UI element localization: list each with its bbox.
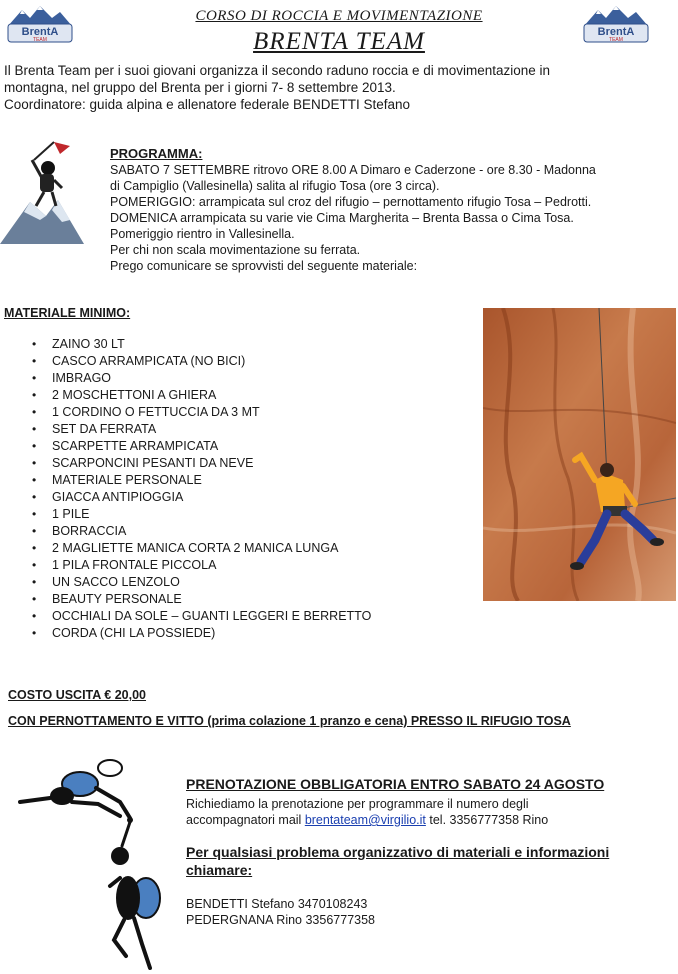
programma-line: di Campiglio (Vallesinella) salita al rifugio Tosa (ore 3 circa). bbox=[110, 179, 440, 193]
programma-heading: PROGRAMMA: bbox=[110, 146, 203, 161]
list-item: • CORDA (CHI LA POSSIEDE) bbox=[32, 625, 371, 642]
programma-line: SABATO 7 SETTEMBRE ritrovo ORE 8.00 A Dimaro e Caderzone - ore 8.30 - Madonna bbox=[110, 163, 596, 177]
programma-line: POMERIGGIO: arrampicata sul croz del rifugio – pernottamento rifugio Tosa – Pedrotti. bbox=[110, 195, 592, 209]
list-item: • IMBRAGO bbox=[32, 370, 371, 387]
logo-text: BrentA bbox=[21, 26, 59, 38]
list-item: • MATERIALE PERSONALE bbox=[32, 472, 371, 489]
mountain-climber-illustration bbox=[0, 140, 86, 248]
programma-section bbox=[110, 146, 670, 274]
logo-sub: TEAM bbox=[609, 37, 623, 43]
pernottamento-info: CON PERNOTTAMENTO E VITTO (prima colazione 1 pranzo e cena) PRESSO IL RIFUGIO TOSA bbox=[8, 714, 571, 728]
costo-uscita: COSTO USCITA € 20,00 bbox=[8, 688, 147, 702]
list-item: • SET DA FERRATA bbox=[32, 421, 371, 438]
course-subtitle: CORSO DI ROCCIA E MOVIMENTAZIONE bbox=[195, 8, 483, 24]
list-item: • ZAINO 30 LT bbox=[32, 336, 371, 353]
logo-text: BrentA bbox=[597, 26, 635, 38]
list-item: • BORRACCIA bbox=[32, 523, 371, 540]
materiale-heading: MATERIALE MINIMO: bbox=[4, 306, 131, 320]
list-item: • CASCO ARRAMPICATA (NO BICI) bbox=[32, 353, 371, 370]
list-item: • SCARPETTE ARRAMPICATA bbox=[32, 438, 371, 455]
list-item: • 2 MAGLIETTE MANICA CORTA 2 MANICA LUNGA bbox=[32, 540, 371, 557]
rock-climbing-photo bbox=[483, 308, 676, 601]
contact-list bbox=[186, 896, 375, 928]
list-item: • 1 PILE bbox=[32, 506, 371, 523]
programma-line: DOMENICA arrampicata su varie vie Cima Margherita – Brenta Bassa o Cima Tosa. bbox=[110, 211, 574, 225]
list-item: • 1 PILA FRONTALE PICCOLA bbox=[32, 557, 371, 574]
programma-line: Per chi non scala movimentazione su ferrata. bbox=[110, 243, 361, 257]
contact-item: PEDERGNANA Rino 3356777358 bbox=[186, 913, 376, 927]
materiale-list bbox=[32, 336, 371, 642]
prenotazione-body: Richiediamo la prenotazione per programmare il numero degli accompagnatori mail brentateam@virgilio.it tel. 3356777358 Rino bbox=[186, 797, 549, 827]
list-item: • BEAUTY PERSONALE bbox=[32, 591, 371, 608]
programma-line: Pomeriggio rientro in Vallesinella. bbox=[110, 227, 295, 241]
contact-item: BENDETTI Stefano 3470108243 bbox=[186, 897, 368, 911]
climbers-illustration bbox=[10, 758, 170, 970]
intro-paragraph: Il Brenta Team per i suoi giovani organizza il secondo raduno roccia e di movimentazione in montagna, nel gruppo del Brenta per i giorni 7- 8 settembre 2013. Coordinatore: guida alpina e allenatore federale BENDETTI Stefano bbox=[4, 63, 551, 112]
prenotazione-heading: PRENOTAZIONE OBBLIGATORIA ENTRO SABATO 24 AGOSTO bbox=[186, 776, 605, 792]
programma-line: Prego comunicare se sprovvisti del seguente materiale: bbox=[110, 259, 418, 273]
list-item: • 1 CORDINO O FETTUCCIA DA 3 MT bbox=[32, 404, 371, 421]
problemi-heading: Per qualsiasi problema organizzativo di materiali e informazioni chiamare: bbox=[186, 844, 610, 878]
list-item: • OCCHIALI DA SOLE – GUANTI LEGGERI E BERRETTO bbox=[32, 608, 371, 625]
logo-sub: TEAM bbox=[33, 37, 47, 43]
email-link[interactable]: brentateam@virgilio.it bbox=[304, 813, 426, 827]
list-item: • GIACCA ANTIPIOGGIA bbox=[32, 489, 371, 506]
list-item: • SCARPONCINI PESANTI DA NEVE bbox=[32, 455, 371, 472]
page-title: BRENTA TEAM bbox=[253, 28, 425, 55]
list-item: • 2 MOSCHETTONI A GHIERA bbox=[32, 387, 371, 404]
list-item: • UN SACCO LENZOLO bbox=[32, 574, 371, 591]
